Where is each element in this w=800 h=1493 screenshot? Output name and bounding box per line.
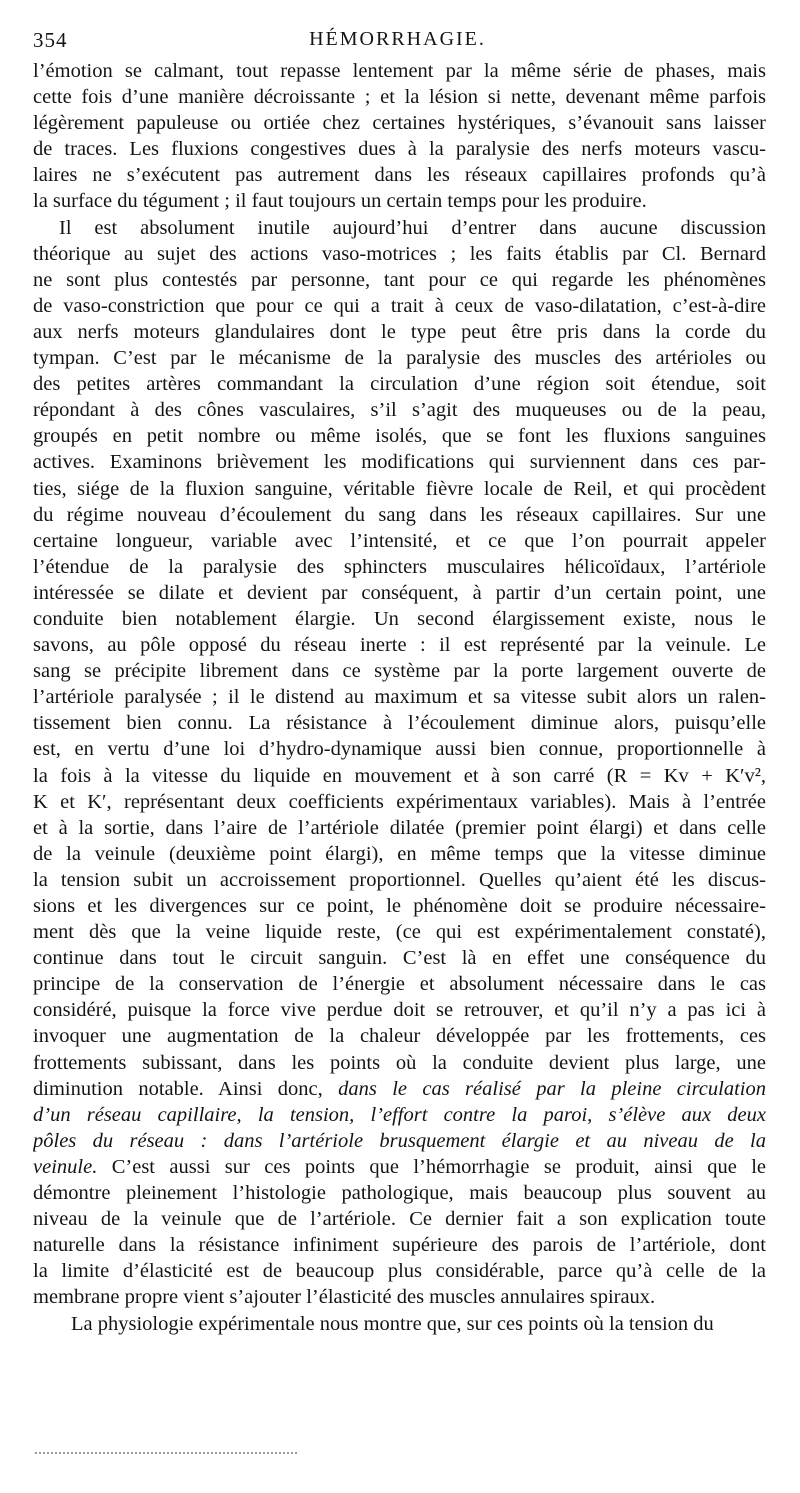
text-line: continue dans tout le circuit sanguin. C’est là en effet une conséquence du: [33, 947, 766, 970]
text-line: membrane propre vient s’ajouter l’élasticité des muscles annulaires spiraux.: [33, 1286, 656, 1309]
italic-line: pôles du réseau : dans l’artériole brusquement élargie et au niveau de la: [33, 1129, 766, 1152]
mixed-line: [33, 1076, 766, 1102]
text-line: intéressée se dilate et devient par conséquent, à partir d’un certain point, une: [33, 581, 766, 604]
text-line: naturelle dans la résistance infiniment supérieure des parois de l’artériole, dont: [33, 1234, 766, 1257]
text-line: ne sont plus contestés par personne, tant pour ce qui regarde les phénomènes: [33, 268, 766, 291]
text-line: la surface du tégument ; il faut toujours un certain temps pour les produire.: [33, 190, 647, 213]
paragraph-start: La physiologie expérimentale nous montre que, sur ces points où la tension du: [71, 1312, 714, 1335]
text-line: sions et les divergences sur ce point, le phénomène doit se produire nécessaire-: [33, 895, 766, 917]
text-line: théorique au sujet des actions vaso-motrices ; les faits établis par Cl. Bernard: [33, 242, 766, 265]
text-line: l’étendue de la paralysie des sphincters musculaires hélicoïdaux, l’artériole: [33, 555, 766, 578]
text-line: principe de la conservation de l’énergie et absolument nécessaire dans le cas: [33, 973, 766, 996]
text-line: du régime nouveau d’écoulement du sang dans les réseaux capillaires. Sur une: [33, 503, 766, 526]
text-line: la limite d’élasticité est de beaucoup plus considérable, parce qu’à celle de la: [33, 1260, 766, 1283]
text-line: et à la sortie, dans l’aire de l’artériole dilatée (premier point élargi) et dans celle: [33, 816, 766, 839]
text-line: tympan. C’est par le mécanisme de la paralysie des muscles des artérioles ou: [33, 347, 766, 370]
text-line: actives. Examinons brièvement les modifications qui surviennent dans ces par-: [33, 451, 766, 474]
text-line: K et K′, représentant deux coefficients expérimentaux variables). Mais à l’entrée: [33, 790, 766, 813]
page-number: 354: [33, 28, 68, 52]
text-line: sang se précipite librement dans ce système par la porte largement ouverte de: [33, 660, 766, 683]
text-line: ties, siége de la fluxion sanguine, véritable fièvre locale de Reil, et qui procèdent: [33, 477, 766, 500]
text-line: laires ne s’exécutent pas autrement dans les réseaux capillaires profonds qu’à: [33, 164, 766, 187]
running-title: HÉMORRHAGIE.: [309, 28, 486, 50]
formula-line: la fois à la vitesse du liquide en mouvement et à son carré (R = Kv + K′v²,: [33, 764, 766, 787]
text-line: invoquer une augmentation de la chaleur développée par les frottements, ces: [33, 1025, 766, 1048]
body-text: [33, 58, 766, 1337]
text-line: légèrement papuleuse ou ortiée chez certaines hystériques, s’évanouit sans laisser: [33, 112, 766, 135]
text-line: C’est aussi sur ces points que l’hémorrhagie se produit, ainsi que le: [111, 1155, 766, 1178]
text-line: conduite bien notablement élargie. Un second élargissement existe, nous le: [33, 607, 766, 630]
text-line: tissement bien connu. La résistance à l’écoulement diminue alors, puisqu’elle: [33, 712, 766, 735]
text-line: de traces. Les fluxions congestives dues à la paralysie des nerfs moteurs vascu-: [33, 138, 766, 161]
text-line: la tension subit un accroissement proportionnel. Quelles qu’aient été les discus-: [33, 868, 766, 891]
text-line: l’émotion se calmant, tout repasse lentement par la même série de phases, mais: [33, 60, 766, 82]
text-line: cette fois d’une manière décroissante ; et la lésion si nette, devenant même parfois: [33, 86, 766, 109]
mixed-line: [33, 1154, 766, 1180]
text-line: répondant à des cônes vasculaires, s’il s’agit des muqueuses ou de la peau,: [33, 399, 766, 422]
page-header: [33, 28, 762, 56]
italic-line: d’un réseau capillaire, la tension, l’effort contre la paroi, s’élève aux deux: [33, 1103, 766, 1126]
paragraph-start: Il est absolument inutile aujourd’hui d’entrer dans aucune discussion: [59, 216, 766, 239]
italic-emphasis: veinule.: [33, 1155, 98, 1178]
text-line: groupés en petit nombre ou même isolés, que se font les fluxions sanguines: [33, 425, 766, 448]
text-line: des petites artères commandant la circulation d’une région soit étendue, soit: [33, 373, 766, 396]
footnote-rule: [35, 1452, 297, 1456]
text-line: aux nerfs moteurs glandulaires dont le type peut être pris dans la corde du: [33, 320, 766, 343]
text-line: est, en vertu d’une loi d’hydro-dynamique aussi bien connue, proportionnelle à: [33, 738, 766, 761]
text-line: ment dès que la veine liquide reste, (ce qui est expérimentalement constaté),: [33, 921, 766, 944]
text-line: niveau de la veinule que de l’artériole. Ce dernier fait a son explication toute: [33, 1208, 766, 1231]
text-line: considéré, puisque la force vive perdue doit se retrouver, et qu’il n’y a pas ici à: [33, 999, 766, 1022]
text-line: frottements subissant, dans les points où la conduite devient plus large, une: [33, 1051, 766, 1074]
text-line: diminution notable. Ainsi donc,: [33, 1077, 323, 1100]
text-line: certaine longueur, variable avec l’intensité, et ce que l’on pourrait appeler: [33, 529, 766, 552]
text-line: savons, au pôle opposé du réseau inerte : il est représenté par la veinule. Le: [33, 634, 766, 657]
italic-emphasis: dans le cas réalisé par la pleine circulation: [338, 1077, 766, 1100]
text-line: l’artériole paralysée ; il le distend au maximum et sa vitesse subit alors un ralen-: [33, 686, 766, 709]
text-line: de vaso-constriction que pour ce qui a trait à ceux de vaso-dilatation, c’est-à-dire: [33, 294, 766, 317]
text-line: de la veinule (deuxième point élargi), en même temps que la vitesse diminue: [33, 842, 766, 865]
text-line: démontre pleinement l’histologie pathologique, mais beaucoup plus souvent au: [33, 1182, 766, 1205]
